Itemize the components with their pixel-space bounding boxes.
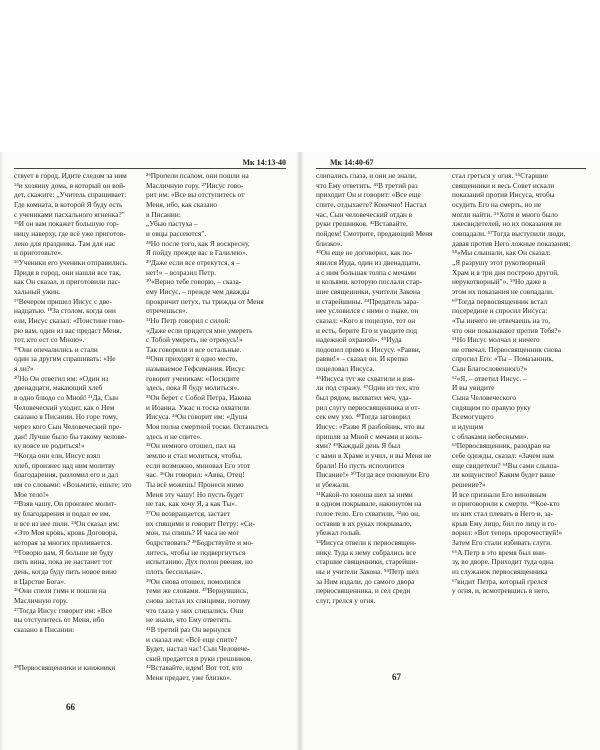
text-line: нерукотворный"». ⁵⁹Но даже в [452,277,547,287]
right-header-rule [316,168,586,169]
text-line: ⁶¹Но Иисус молчал и ничего [452,335,540,345]
text-line: не отвечал. Первосвященник снова [452,344,562,354]
text-line: ²⁹Даже если все отрекутся, я – [146,257,240,267]
text-line: сек ему ухо. ⁴⁸Тогда заговорил [316,412,411,422]
left-page-header: Мк 14:13-40 [242,158,286,167]
text-line: с Тобой умереть, не отрекусь!» [146,335,243,345]
left-page-edge [0,152,4,750]
text-line: дан! Лучше было бы такому челове- [14,431,127,441]
book-gutter [296,152,304,750]
text-line: мон, ты спишь? И часа не мог [146,528,240,538]
text-line: я ли?» [14,364,34,374]
text-line: сказал: «Кого я поцелую, тот он [316,315,416,325]
text-line: Меня, ибо, как сказано [146,199,218,209]
text-line: нику. Туда к нему собрались все [316,547,416,557]
text-line: явился Иуда, один из двенадцати, [316,257,421,267]
text-line: нет!» – возразил Петр. [146,267,217,277]
left-header-rule [14,168,286,169]
text-line: снова застал их спящими, потому [146,595,251,605]
text-line: ³³Он берет с Собой Петра, Иакова [146,393,252,403]
text-line: Сын Благословенного?» [452,364,528,374]
text-line: в одно блюдо со Мной! ²¹Да, Сын [14,393,119,403]
text-line: их спящими и говорит Петру: «Си- [146,518,256,528]
text-line: поцеловал Иисуса. [316,364,375,374]
left-column-1 [14,171,138,691]
text-line: Затем Его стали избивать слуги. [452,537,552,547]
text-line: ⁶⁶А Петр в это время был вни- [452,547,547,557]
text-line: Сына Человеческого [452,393,517,403]
left-page-number: 66 [66,702,75,712]
text-line: Человеческий уходит, как о Нем [14,402,115,412]
text-line: решение?» [452,480,486,489]
text-line: Иисус: «Разве Я разбойник, что вы [316,422,425,432]
left-page [0,152,300,750]
text-line: шие священники, учители Закона [316,286,421,296]
text-line: еще свидетели? ⁶⁴Вы сами слыша- [452,460,560,470]
text-line: ⁶⁷видит Петра, который грелся [452,576,548,586]
text-line: показаний против Иисуса, чтобы [452,190,555,200]
text-line: из служанок первосвященника [452,566,548,576]
text-line: бодрствовать? ³⁸Бодрствуйте и мо- [146,537,254,547]
text-line: испытанию. Дух полон рвения, но [146,557,253,567]
text-line: могли найти. ⁵⁶Хотя и много было [452,209,558,219]
text-line: „Я разрушу этот рукотворный [452,257,546,267]
text-line: посередине и спросил Иисуса: [452,306,548,316]
text-line: «Ты ничего не отвечаешь на то, [452,315,551,325]
text-line: час. ³⁶Он говорил: «Авва, Отец! [146,470,245,480]
text-line: Ты всё можешь! Пронеси мимо [146,480,244,489]
text-line: «Даже если придется мне умереть [146,325,253,335]
text-line: рил слугу первосвященника и от- [316,402,420,412]
text-line: подошел прямо к Иисусу. «Равви, [316,344,421,354]
text-line: стал греться у огня. ⁵⁵Старшие [452,171,548,180]
text-line: ²⁷Тогда Иисус говорит им: «Все [14,605,113,615]
text-line: сидящим по правую руку [452,402,531,412]
right-column-2 [452,171,584,691]
text-line: руки грешников. ⁴²Вставайте, [316,219,408,229]
text-line: Писание!» ⁵⁰Тогда все покинули Его [316,470,430,480]
text-line: день, когда буду пить новое вино [14,566,117,576]
text-line: пришли за Мной с мечами и коль- [316,431,423,441]
text-line: прокричит петух, ты трижды от Меня [146,296,264,306]
left-column-2 [146,171,276,750]
text-line: ствует в город. Идите следом за ним [14,171,127,180]
text-line: не знали, что Ему ответить. [146,615,232,625]
text-line: ⁵¹Какой-то юноша шел за ними [316,489,413,499]
text-line: Меня эту чашу! Но пусть будет [146,489,244,499]
text-line: ли под стражу. ⁴⁷Один из тех, кто [316,383,420,393]
text-line: пойдем! Смотрите, предающий Меня [316,228,433,238]
text-line: И вы увидите [452,383,495,393]
background-area [0,0,600,152]
text-line: что Ему ответить. ⁴¹В третий раз [316,180,418,190]
text-line: ²⁵Говорю вам, Я больше не буду [14,547,114,557]
text-line: и овцы рассеются". [146,228,207,238]
text-line: брали! Но пусть исполнится [316,460,405,470]
text-line: с облаками небесными». [452,431,529,441]
text-line [14,635,138,645]
text-line: что глаза у них слипались. Они [146,605,244,615]
text-line: ку вовсе не родиться!» [14,441,85,451]
text-line: надежной охраной». ⁴⁵Иуда [316,335,402,345]
text-line: хальный ужин. [14,286,61,296]
text-line: совпадали. ⁵⁷Тогда выступили люди, [452,228,566,238]
text-line: теми же словами. ⁴⁰Вернувшись, [146,586,249,596]
text-line: ²⁸Первосвященники и книжники [14,663,116,673]
text-line: нее условился с ними о знаке, он [316,306,419,316]
text-line: лжесвидетелей, но их показания не [452,219,562,229]
text-line: хлеб, произнес над ним молитву [14,460,115,470]
text-line: и Иоанна. Ужас и тоска охватили [146,402,249,412]
text-line: рю вам, один из вас предаст Меня, [14,325,122,335]
right-page [300,152,600,750]
text-line: крыв Ему лицо, бил по лицу и го- [452,518,557,528]
text-line: оставив в их руках покрывало, [316,518,412,528]
text-line [14,654,138,664]
text-line: И все признали Его виновным [452,489,547,499]
text-line: старшие священники, старейши- [316,557,419,567]
text-line: благодарения, разломил его и дал [14,470,119,480]
text-line: ²⁰Но Он ответил им: «Один из [14,373,109,383]
text-line: близко». [316,238,343,248]
text-line: и приговорили к смерти. ⁶⁵Кое-кто [452,499,560,509]
text-line: ⁶²«Я, – ответил Иисус. – [452,373,527,383]
text-line: Придя в город, они нашли все так, [14,267,121,277]
text-line: себе одежды, сказал: «Зачем нам [452,451,554,461]
text-line: в Писании: [146,209,181,219]
text-line: ский предается в руки грешников. [146,653,253,663]
text-line: и сказал им: «Всё еще спите? [146,634,238,644]
text-line: Масличную гору. ²⁷Иисус гово- [146,180,244,190]
text-line: и все из нее пили. ²⁴Он сказал им: [14,518,120,528]
text-line: рит им: «Все вы отступитесь от [146,190,245,200]
text-line: ему Иисус, – прежде чем дважды [146,286,250,296]
text-line: давая против Него ложные показания: [452,238,571,248]
text-line: плоть бессильна». [146,566,203,576]
text-line: и приготовьте». [14,248,63,258]
text-line: осудить Его на смерть, но не [452,199,542,209]
text-line: ¹⁵И он вам покажет большую гор- [14,219,119,229]
text-line: ⁴²Вставайте, идем! Вот тот, кто [146,663,243,673]
text-line: тот, кто ест со Мною». [14,335,85,345]
right-page-header: Мк 14:40-67 [330,158,374,167]
text-line: ³⁷Он возвращается, застает [146,508,230,518]
text-line: голое тело. Его схватили, ⁵²но он, [316,508,420,518]
text-line: ¹⁶Ученики его ученики отправились. [14,257,128,267]
text-line: здесь и не спите». [146,431,202,441]
text-line: ²⁸Но после того, как Я воскресну, [146,238,250,248]
text-line: литесь, чтобы не подвергнуться [146,547,246,557]
text-line: в одном покрывале, накинутом на [316,499,422,509]
text-line: ⁵³Иисуса отвели к первосвящен- [316,537,417,547]
text-line: ²³Взяв чашу, Он произнес молит- [14,499,117,509]
text-line: ³⁰«Верно тебе говорю, – сказа- [146,277,242,287]
text-line: пить вина, пока не настанет тот [14,557,113,567]
text-line: и убежали. [316,480,350,489]
text-line: им со словами: «Возьмите, ешьте; это [14,480,132,489]
text-line: говорит ученикам: «Посидите [146,373,240,383]
text-line: Иисуса. ³⁴Он говорит им: «Душа [146,412,248,422]
text-line: Моя полна смертной тоски. Останьтесь [146,422,269,432]
text-line: ницу наверху, где всё уже приготов- [14,228,126,238]
text-line: надцатью. ¹⁸За столом, когда они [14,306,116,316]
text-line: ⁶⁰Тогда первосвященник встал [452,296,548,306]
text-line: Всемогущего [452,412,494,422]
text-line: Меня предает, уже близко». [146,673,232,683]
text-line: в Царстве Бога». [14,576,66,586]
text-line: двенадцати, макающий хлеб [14,383,103,393]
text-line: Где комната, в которой Я буду есть [14,199,123,209]
text-line: слуг, грелся у огня. [316,595,376,605]
text-line: с вами в Храме и учил, и вы Меня не [316,451,432,461]
text-line: ели, Иисус сказал: «Поистине гово- [14,315,125,325]
text-line: и идущим [452,422,484,432]
text-line: как Он сказал, и приготовили пас- [14,277,121,287]
text-line: ны и учители Закона. ⁵⁴Петр шел [316,566,419,576]
text-line: ями? ⁴⁹Каждый день Я был [316,441,401,451]
text-line: которая за многих проливается. [14,537,113,547]
text-line: лено для праздника. Там для нас [14,238,116,248]
text-line: Масличную гору. [14,595,68,605]
text-line: ²⁶Они спели гимн и пошли на [14,586,107,596]
text-line: спросил Его: «Ты – Помазанник, [452,354,554,364]
text-line: и старейшины. ⁴⁴Предатель зара- [316,296,419,306]
text-line: один за другим спрашивать: «Не [14,354,116,364]
text-line: священники и весь Совет искали [452,180,555,190]
text-line: был рядом, выхватил меч, уда- [316,393,412,403]
text-line: Я пойду прежде вас в Галилею». [146,248,248,258]
text-line: слипались глаза, и они не знали, [316,171,417,180]
text-line: а с ним большая толпа с мечами [316,267,417,277]
text-line: ли кощунство! Каким будет ваше [452,470,556,480]
text-line: Храм и в три дня построю другой, [452,267,559,277]
text-line: если возможно, миновал Его этот [146,460,251,470]
text-line: Будет, настал час! Сын Человече- [146,644,250,654]
text-line: ²²Когда они ели, Иисус взял [14,451,101,461]
text-line: ²⁶Пропели псалом, они пошли на [146,171,249,180]
text-line: ⁴⁶Иисуса тут же схватили и взя- [316,373,415,383]
text-line: равви!» – сказал он. И крепко [316,354,409,364]
text-line: здесь, пока Я буду молиться». [146,383,239,393]
text-line: ³⁹Он снова отошел, помолился [146,576,241,586]
text-line: ¹⁷Вечером пришел Иисус с две- [14,296,112,306]
text-line: отречешься». [146,306,188,316]
text-line: Так говорили и все остальные. [146,344,242,354]
text-line: этом их показания не совпадали. [452,286,554,296]
text-line: и есть, берите Его и уводите под [316,325,418,335]
text-line: ³⁵Он немного отошел, пал на [146,441,236,451]
text-line: первосвященника, и сел среди [316,586,411,596]
text-line: у огня, и, всмотревшись в него, [452,586,550,596]
right-page-number: 67 [392,672,401,682]
text-line: вы отступитесь от Меня, ибо [14,615,105,625]
text-line: и кольями, которую послали стар- [316,277,423,287]
text-line: ³²Они приходят в одно место, [146,354,238,364]
text-line: Мое тело!» [14,489,49,499]
text-line: ⁶³Первосвященник, разодрав на [452,441,551,451]
text-line: дет, скажите: „Учитель спрашивает: [14,190,127,200]
text-line: называемое Гефсимания. Иисус [146,364,245,374]
text-line: ворил: «Вот теперь пророчествуй!» [452,528,563,538]
text-line: ⁴¹В третий раз Он вернулся [146,624,231,634]
right-column-1 [316,171,444,691]
text-line: зу, во дворе. Приходит туда одна [452,557,554,567]
text-line: час, Сын человеческий отдан в [316,209,413,219]
text-line: спите, отдыхаете? Конечно! Настал [316,199,427,209]
text-line: ⁵⁸«Мы слышали, как Он сказал: [452,248,551,258]
text-line: сказано в Писании. Но горе тому, [14,412,118,422]
text-line: ³¹Но Петр говорил с силой: [146,315,231,325]
text-line: что они показывают против Тебя?» [452,325,562,335]
text-line: убежал голый. [316,528,361,538]
text-line: ву благодарения и подал ее им, [14,508,111,518]
text-line: приходит Он и говорит: «Все еще [316,190,421,200]
text-line [14,644,138,654]
text-line: через кого Сын Человеческий пре- [14,422,122,432]
text-line: землю и стал молиться, чтобы, [146,451,242,461]
text-line: „Убью пастуха – [146,219,198,229]
text-line: сказано в Писании: [14,624,75,634]
text-line: из них стал плевать в Него и, за- [452,508,553,518]
text-line: не так, как хочу Я, а как Ты». [146,499,237,509]
text-line: «Это Моя кровь, кровь Договора, [14,528,118,538]
text-line: ¹⁴и хозяину дома, в который он вой- [14,180,126,190]
text-line: ¹⁹Они опечалились и стали [14,344,98,354]
text-line: за Ним издали, до самого двора [316,576,415,586]
text-line: ⁴³Он еще не договорил, как по- [316,248,413,258]
text-line: с учениками пасхального ягненка?" [14,209,125,219]
